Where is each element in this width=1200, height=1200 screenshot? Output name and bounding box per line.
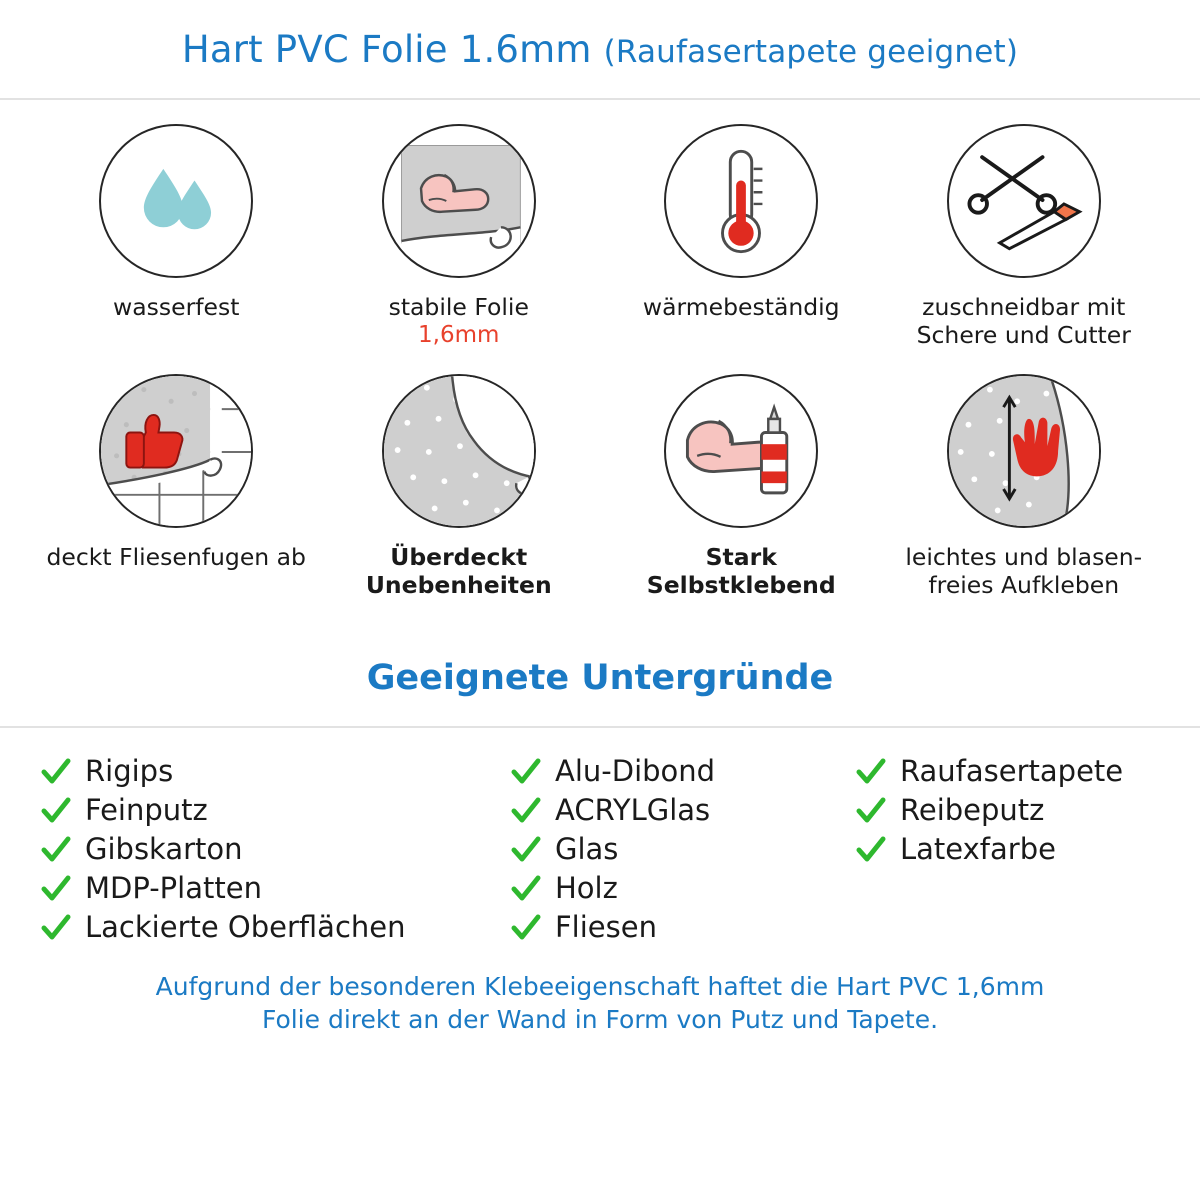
feature-label-text: wärmebeständig	[642, 293, 840, 321]
list-item	[855, 834, 1160, 866]
list-item	[40, 873, 510, 905]
checklist-column-2	[510, 756, 855, 944]
list-item-label: Raufasertapete	[900, 754, 1124, 789]
list-item	[510, 873, 855, 905]
check-icon	[510, 834, 542, 866]
list-item-label: Glas	[555, 832, 619, 867]
check-icon	[855, 756, 887, 788]
feature-label-sub: 1,6mm	[418, 321, 500, 348]
feature-label	[643, 294, 840, 322]
checklist-column-1	[40, 756, 510, 944]
checklist-column-3	[855, 756, 1160, 944]
feature-waermebestaendig	[605, 124, 878, 374]
list-item-label: Holz	[555, 871, 618, 906]
feature-label	[894, 544, 1154, 599]
scissors-cutter-icon	[947, 124, 1101, 278]
list-item-label: Reibeputz	[900, 793, 1045, 828]
list-item-label: Gibskarton	[85, 832, 243, 867]
feature-label-text: stabile Folie	[388, 293, 529, 321]
page-title-sub: (Raufasertapete geeignet)	[603, 33, 1019, 70]
hand-arrows-icon	[947, 374, 1101, 528]
list-item-label: Rigips	[85, 754, 174, 789]
covering-sheet-icon	[382, 374, 536, 528]
check-icon	[510, 756, 542, 788]
check-icon	[40, 912, 72, 944]
feature-label	[389, 294, 529, 349]
list-item	[855, 795, 1160, 827]
check-icon	[40, 795, 72, 827]
feature-selbstklebend	[605, 374, 878, 624]
feature-zuschneidbar	[888, 124, 1161, 374]
list-item	[40, 834, 510, 866]
list-item	[40, 795, 510, 827]
feature-label	[611, 544, 871, 599]
list-item-label: MDP-Platten	[85, 871, 262, 906]
thermometer-icon	[664, 124, 818, 278]
suitable-surfaces-list	[0, 728, 1200, 944]
feature-label-text: Stark Selbstklebend	[646, 543, 836, 599]
check-icon	[40, 834, 72, 866]
check-icon	[855, 795, 887, 827]
feature-fliesenfugen	[40, 374, 313, 624]
check-icon	[510, 795, 542, 827]
footer-note	[0, 970, 1200, 1036]
header	[0, 0, 1200, 100]
list-item	[40, 912, 510, 944]
list-item	[510, 912, 855, 944]
feature-label	[47, 544, 306, 572]
feature-label-text: deckt Fliesenfugen ab	[46, 543, 306, 571]
page-title	[182, 28, 1018, 71]
list-item	[510, 795, 855, 827]
section-title: Geeignete Untergründe	[366, 658, 834, 698]
list-item-label: Fliesen	[555, 910, 657, 945]
feature-aufkleben	[888, 374, 1161, 624]
page-title-main: Hart PVC Folie 1.6mm	[181, 27, 604, 71]
feature-label-text: Überdeckt Unebenheiten	[365, 543, 552, 599]
check-icon	[510, 912, 542, 944]
feature-wasserfest	[40, 124, 313, 374]
thumb-up-tiles-icon	[99, 374, 253, 528]
feature-label-text: leichtes und blasen-freies Aufkleben	[905, 543, 1143, 599]
check-icon	[40, 873, 72, 905]
feature-ueberdeckt	[323, 374, 596, 624]
feature-label-text: wasserfest	[113, 293, 240, 321]
list-item	[855, 756, 1160, 788]
list-item	[510, 834, 855, 866]
list-item-label: Alu-Dibond	[555, 754, 716, 789]
feature-label	[329, 544, 589, 599]
list-item	[40, 756, 510, 788]
check-icon	[510, 873, 542, 905]
water-drops-icon	[99, 124, 253, 278]
check-icon	[40, 756, 72, 788]
feature-label	[894, 294, 1154, 349]
footer-line-2: Folie direkt an der Wand in Form von Putz und Tapete.	[261, 1005, 939, 1034]
arm-glue-icon	[664, 374, 818, 528]
feature-stabile-folie	[323, 124, 596, 374]
list-item-label: Lackierte Oberflächen	[85, 910, 406, 945]
list-item	[510, 756, 855, 788]
feature-grid	[0, 100, 1200, 624]
feature-label-text: zuschneidbar mit Schere und Cutter	[916, 293, 1131, 349]
list-item-label: ACRYLGlas	[555, 793, 711, 828]
footer-line-1: Aufgrund der besonderen Klebeeigenschaft haftet die Hart PVC 1,6mm	[155, 972, 1045, 1001]
section-header	[0, 630, 1200, 728]
list-item-label: Feinputz	[85, 793, 208, 828]
check-icon	[855, 834, 887, 866]
feature-label	[113, 294, 239, 322]
list-item-label: Latexfarbe	[900, 832, 1056, 867]
strong-arm-film-icon	[382, 124, 536, 278]
